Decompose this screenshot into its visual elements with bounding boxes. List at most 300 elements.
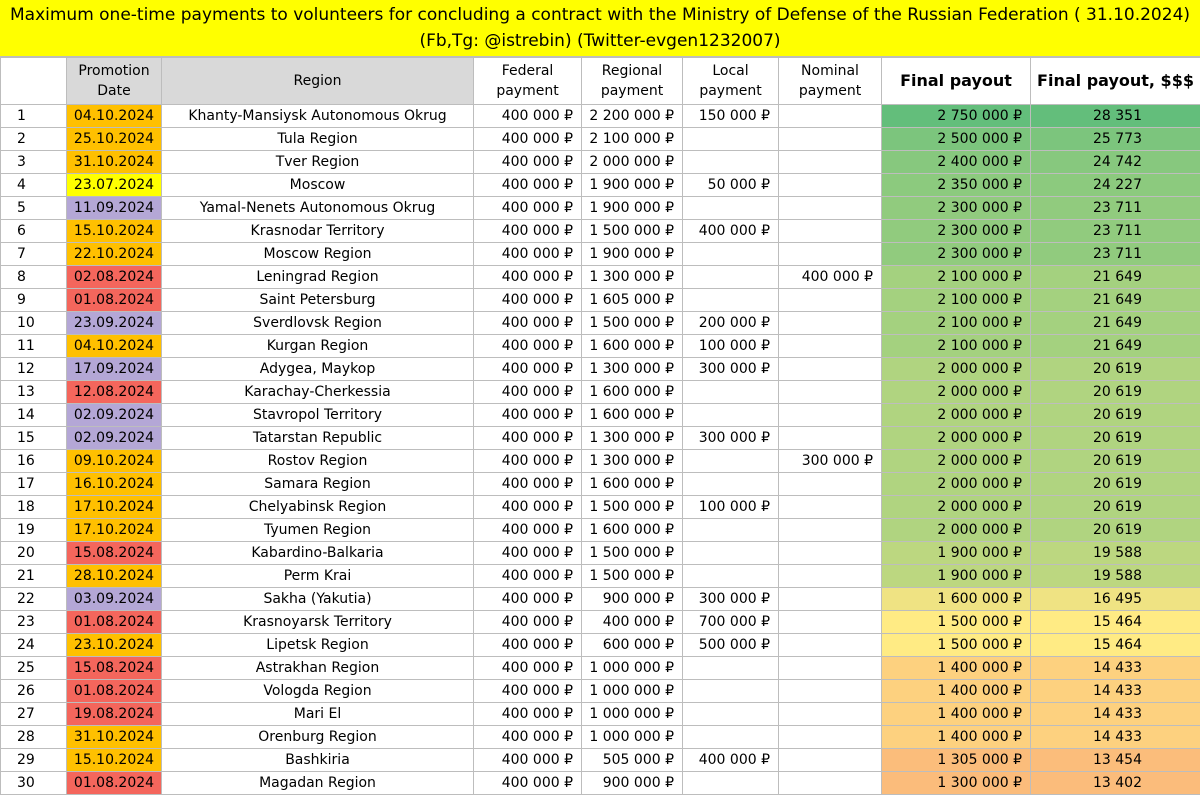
local-payment [683, 128, 779, 151]
local-payment: 100 000 ₽ [683, 496, 779, 519]
region-name: Krasnoyarsk Territory [162, 611, 474, 634]
local-payment [683, 289, 779, 312]
promotion-date: 31.10.2024 [67, 151, 162, 174]
final-payout-usd: 23 711 [1031, 197, 1200, 220]
table-row [1, 565, 1200, 588]
region-name: Karachay-Cherkessia [162, 381, 474, 404]
table-row [1, 128, 1200, 151]
regional-payment: 1 600 000 ₽ [582, 404, 683, 427]
table-row [1, 381, 1200, 404]
final-payout-usd: 21 649 [1031, 289, 1200, 312]
row-number: 22 [1, 588, 67, 611]
row-number: 2 [1, 128, 67, 151]
federal-payment: 400 000 ₽ [474, 312, 582, 335]
regional-payment: 1 300 000 ₽ [582, 450, 683, 473]
promotion-date: 23.07.2024 [67, 174, 162, 197]
final-payout: 1 900 000 ₽ [882, 565, 1031, 588]
header-row [1, 58, 1200, 105]
regional-payment: 1 605 000 ₽ [582, 289, 683, 312]
promotion-date: 04.10.2024 [67, 105, 162, 128]
region-name: Krasnodar Territory [162, 220, 474, 243]
final-payout: 2 000 000 ₽ [882, 473, 1031, 496]
local-payment [683, 726, 779, 749]
final-payout-usd: 25 773 [1031, 128, 1200, 151]
nominal-payment [779, 726, 882, 749]
local-payment: 700 000 ₽ [683, 611, 779, 634]
region-name: Astrakhan Region [162, 657, 474, 680]
local-payment: 300 000 ₽ [683, 427, 779, 450]
promotion-date: 02.09.2024 [67, 427, 162, 450]
header-usd: Final payout, $$$ [1031, 58, 1200, 105]
regional-payment: 1 500 000 ₽ [582, 496, 683, 519]
table-row [1, 703, 1200, 726]
final-payout: 1 305 000 ₽ [882, 749, 1031, 772]
row-number: 9 [1, 289, 67, 312]
federal-payment: 400 000 ₽ [474, 220, 582, 243]
table-row [1, 174, 1200, 197]
region-name: Sakha (Yakutia) [162, 588, 474, 611]
header-final: Final payout [882, 58, 1031, 105]
local-payment [683, 680, 779, 703]
regional-payment: 1 900 000 ₽ [582, 174, 683, 197]
federal-payment: 400 000 ₽ [474, 680, 582, 703]
federal-payment: 400 000 ₽ [474, 243, 582, 266]
nominal-payment: 400 000 ₽ [779, 266, 882, 289]
row-number: 7 [1, 243, 67, 266]
nominal-payment [779, 105, 882, 128]
nominal-payment [779, 611, 882, 634]
promotion-date: 01.08.2024 [67, 611, 162, 634]
federal-payment: 400 000 ₽ [474, 611, 582, 634]
federal-payment: 400 000 ₽ [474, 266, 582, 289]
federal-payment: 400 000 ₽ [474, 289, 582, 312]
regional-payment: 2 100 000 ₽ [582, 128, 683, 151]
row-number: 24 [1, 634, 67, 657]
promotion-date: 17.10.2024 [67, 496, 162, 519]
final-payout-usd: 14 433 [1031, 726, 1200, 749]
local-payment [683, 542, 779, 565]
promotion-date: 09.10.2024 [67, 450, 162, 473]
federal-payment: 400 000 ₽ [474, 427, 582, 450]
header-local: Local payment [683, 58, 779, 105]
federal-payment: 400 000 ₽ [474, 105, 582, 128]
final-payout-usd: 20 619 [1031, 496, 1200, 519]
final-payout-usd: 16 495 [1031, 588, 1200, 611]
final-payout-usd: 28 351 [1031, 105, 1200, 128]
regional-payment: 900 000 ₽ [582, 772, 683, 795]
row-number: 15 [1, 427, 67, 450]
region-name: Perm Krai [162, 565, 474, 588]
federal-payment: 400 000 ₽ [474, 542, 582, 565]
final-payout: 2 300 000 ₽ [882, 220, 1031, 243]
final-payout: 2 000 000 ₽ [882, 404, 1031, 427]
federal-payment: 400 000 ₽ [474, 634, 582, 657]
table-row [1, 749, 1200, 772]
final-payout: 1 400 000 ₽ [882, 726, 1031, 749]
final-payout-usd: 24 742 [1031, 151, 1200, 174]
row-number: 10 [1, 312, 67, 335]
promotion-date: 17.10.2024 [67, 519, 162, 542]
final-payout: 2 300 000 ₽ [882, 197, 1031, 220]
final-payout: 2 100 000 ₽ [882, 266, 1031, 289]
row-number: 1 [1, 105, 67, 128]
region-name: Kabardino-Balkaria [162, 542, 474, 565]
nominal-payment [779, 243, 882, 266]
nominal-payment [779, 404, 882, 427]
federal-payment: 400 000 ₽ [474, 335, 582, 358]
region-name: Khanty-Mansiysk Autonomous Okrug [162, 105, 474, 128]
federal-payment: 400 000 ₽ [474, 381, 582, 404]
regional-payment: 400 000 ₽ [582, 611, 683, 634]
nominal-payment [779, 542, 882, 565]
local-payment [683, 381, 779, 404]
table-row [1, 358, 1200, 381]
local-payment [683, 243, 779, 266]
row-number: 21 [1, 565, 67, 588]
table-row [1, 772, 1200, 795]
regional-payment: 1 300 000 ₽ [582, 358, 683, 381]
federal-payment: 400 000 ₽ [474, 657, 582, 680]
final-payout: 1 400 000 ₽ [882, 680, 1031, 703]
header-regional: Regional payment [582, 58, 683, 105]
region-name: Chelyabinsk Region [162, 496, 474, 519]
regional-payment: 1 000 000 ₽ [582, 680, 683, 703]
table-row [1, 634, 1200, 657]
local-payment [683, 197, 779, 220]
region-name: Sverdlovsk Region [162, 312, 474, 335]
region-name: Kurgan Region [162, 335, 474, 358]
final-payout-usd: 20 619 [1031, 358, 1200, 381]
row-number: 6 [1, 220, 67, 243]
local-payment: 400 000 ₽ [683, 749, 779, 772]
final-payout-usd: 19 588 [1031, 542, 1200, 565]
final-payout: 2 000 000 ₽ [882, 450, 1031, 473]
table-row [1, 151, 1200, 174]
promotion-date: 01.08.2024 [67, 772, 162, 795]
nominal-payment [779, 427, 882, 450]
region-name: Mari El [162, 703, 474, 726]
regional-payment: 2 000 000 ₽ [582, 151, 683, 174]
row-number: 14 [1, 404, 67, 427]
local-payment: 500 000 ₽ [683, 634, 779, 657]
region-name: Lipetsk Region [162, 634, 474, 657]
region-name: Saint Petersburg [162, 289, 474, 312]
regional-payment: 1 500 000 ₽ [582, 542, 683, 565]
promotion-date: 03.09.2024 [67, 588, 162, 611]
row-number: 13 [1, 381, 67, 404]
regional-payment: 1 900 000 ₽ [582, 243, 683, 266]
federal-payment: 400 000 ₽ [474, 128, 582, 151]
final-payout: 2 000 000 ₽ [882, 496, 1031, 519]
row-number: 30 [1, 772, 67, 795]
region-name: Orenburg Region [162, 726, 474, 749]
local-payment [683, 450, 779, 473]
final-payout-usd: 20 619 [1031, 427, 1200, 450]
local-payment: 50 000 ₽ [683, 174, 779, 197]
table-row [1, 657, 1200, 680]
region-name: Vologda Region [162, 680, 474, 703]
row-number: 3 [1, 151, 67, 174]
promotion-date: 15.08.2024 [67, 542, 162, 565]
promotion-date: 15.10.2024 [67, 749, 162, 772]
final-payout-usd: 20 619 [1031, 450, 1200, 473]
promotion-date: 23.10.2024 [67, 634, 162, 657]
region-name: Adygea, Maykop [162, 358, 474, 381]
nominal-payment [779, 358, 882, 381]
federal-payment: 400 000 ₽ [474, 749, 582, 772]
regional-payment: 2 200 000 ₽ [582, 105, 683, 128]
final-payout: 1 400 000 ₽ [882, 703, 1031, 726]
final-payout-usd: 15 464 [1031, 611, 1200, 634]
promotion-date: 25.10.2024 [67, 128, 162, 151]
row-number: 25 [1, 657, 67, 680]
row-number: 17 [1, 473, 67, 496]
table-row [1, 243, 1200, 266]
row-number: 28 [1, 726, 67, 749]
row-number: 23 [1, 611, 67, 634]
final-payout: 2 100 000 ₽ [882, 335, 1031, 358]
final-payout-usd: 24 227 [1031, 174, 1200, 197]
table-row [1, 105, 1200, 128]
table-row [1, 220, 1200, 243]
local-payment: 100 000 ₽ [683, 335, 779, 358]
final-payout-usd: 20 619 [1031, 519, 1200, 542]
row-number: 27 [1, 703, 67, 726]
regional-payment: 1 600 000 ₽ [582, 381, 683, 404]
header-nominal: Nominal payment [779, 58, 882, 105]
federal-payment: 400 000 ₽ [474, 496, 582, 519]
promotion-date: 12.08.2024 [67, 381, 162, 404]
final-payout: 2 400 000 ₽ [882, 151, 1031, 174]
table-row [1, 197, 1200, 220]
region-name: Tatarstan Republic [162, 427, 474, 450]
final-payout-usd: 21 649 [1031, 312, 1200, 335]
nominal-payment [779, 381, 882, 404]
nominal-payment [779, 220, 882, 243]
regional-payment: 1 600 000 ₽ [582, 335, 683, 358]
local-payment [683, 703, 779, 726]
local-payment: 400 000 ₽ [683, 220, 779, 243]
final-payout: 2 750 000 ₽ [882, 105, 1031, 128]
promotion-date: 02.08.2024 [67, 266, 162, 289]
final-payout: 2 000 000 ₽ [882, 427, 1031, 450]
row-number: 12 [1, 358, 67, 381]
local-payment: 300 000 ₽ [683, 588, 779, 611]
local-payment: 300 000 ₽ [683, 358, 779, 381]
final-payout: 1 500 000 ₽ [882, 634, 1031, 657]
final-payout-usd: 23 711 [1031, 243, 1200, 266]
regional-payment: 1 300 000 ₽ [582, 266, 683, 289]
promotion-date: 19.08.2024 [67, 703, 162, 726]
region-name: Stavropol Territory [162, 404, 474, 427]
federal-payment: 400 000 ₽ [474, 450, 582, 473]
final-payout: 1 400 000 ₽ [882, 657, 1031, 680]
promotion-date: 04.10.2024 [67, 335, 162, 358]
final-payout-usd: 15 464 [1031, 634, 1200, 657]
table-row [1, 611, 1200, 634]
header-federal: Federal payment [474, 58, 582, 105]
local-payment: 150 000 ₽ [683, 105, 779, 128]
table-row [1, 289, 1200, 312]
table-row [1, 680, 1200, 703]
promotion-date: 15.10.2024 [67, 220, 162, 243]
regional-payment: 900 000 ₽ [582, 588, 683, 611]
local-payment [683, 151, 779, 174]
table-row [1, 519, 1200, 542]
local-payment [683, 266, 779, 289]
nominal-payment [779, 473, 882, 496]
title-line-1: Maximum one-time payments to volunteers for concluding a contract with the Ministry of Defense of the Russian Federation ( 31.10.2024) [9, 5, 1191, 25]
final-payout-usd: 13 402 [1031, 772, 1200, 795]
region-name: Yamal-Nenets Autonomous Okrug [162, 197, 474, 220]
regional-payment: 1 300 000 ₽ [582, 427, 683, 450]
final-payout: 2 100 000 ₽ [882, 312, 1031, 335]
federal-payment: 400 000 ₽ [474, 358, 582, 381]
federal-payment: 400 000 ₽ [474, 519, 582, 542]
nominal-payment [779, 703, 882, 726]
final-payout-usd: 21 649 [1031, 335, 1200, 358]
region-name: Samara Region [162, 473, 474, 496]
table-row [1, 335, 1200, 358]
federal-payment: 400 000 ₽ [474, 726, 582, 749]
local-payment [683, 404, 779, 427]
regional-payment: 600 000 ₽ [582, 634, 683, 657]
row-number: 18 [1, 496, 67, 519]
nominal-payment [779, 197, 882, 220]
federal-payment: 400 000 ₽ [474, 473, 582, 496]
row-number: 11 [1, 335, 67, 358]
final-payout: 1 900 000 ₽ [882, 542, 1031, 565]
region-name: Tyumen Region [162, 519, 474, 542]
final-payout: 2 350 000 ₽ [882, 174, 1031, 197]
federal-payment: 400 000 ₽ [474, 703, 582, 726]
local-payment [683, 565, 779, 588]
final-payout-usd: 13 454 [1031, 749, 1200, 772]
local-payment [683, 772, 779, 795]
table-row [1, 726, 1200, 749]
promotion-date: 28.10.2024 [67, 565, 162, 588]
nominal-payment [779, 772, 882, 795]
nominal-payment [779, 749, 882, 772]
region-name: Moscow Region [162, 243, 474, 266]
final-payout: 1 600 000 ₽ [882, 588, 1031, 611]
regional-payment: 1 600 000 ₽ [582, 519, 683, 542]
table-row [1, 404, 1200, 427]
promotion-date: 31.10.2024 [67, 726, 162, 749]
nominal-payment [779, 657, 882, 680]
final-payout: 2 300 000 ₽ [882, 243, 1031, 266]
promotion-date: 01.08.2024 [67, 680, 162, 703]
nominal-payment [779, 496, 882, 519]
region-name: Tula Region [162, 128, 474, 151]
nominal-payment [779, 519, 882, 542]
nominal-payment [779, 634, 882, 657]
nominal-payment: 300 000 ₽ [779, 450, 882, 473]
federal-payment: 400 000 ₽ [474, 174, 582, 197]
regional-payment: 1 500 000 ₽ [582, 220, 683, 243]
row-number: 8 [1, 266, 67, 289]
nominal-payment [779, 151, 882, 174]
region-name: Rostov Region [162, 450, 474, 473]
regional-payment: 1 600 000 ₽ [582, 473, 683, 496]
final-payout: 2 100 000 ₽ [882, 289, 1031, 312]
local-payment [683, 519, 779, 542]
federal-payment: 400 000 ₽ [474, 404, 582, 427]
promotion-date: 16.10.2024 [67, 473, 162, 496]
final-payout-usd: 19 588 [1031, 565, 1200, 588]
row-number: 16 [1, 450, 67, 473]
table-row [1, 450, 1200, 473]
final-payout-usd: 23 711 [1031, 220, 1200, 243]
regional-payment: 1 900 000 ₽ [582, 197, 683, 220]
final-payout-usd: 14 433 [1031, 680, 1200, 703]
promotion-date: 02.09.2024 [67, 404, 162, 427]
row-number: 4 [1, 174, 67, 197]
final-payout-usd: 20 619 [1031, 404, 1200, 427]
table-row [1, 496, 1200, 519]
regional-payment: 1 000 000 ₽ [582, 703, 683, 726]
promotion-date: 11.09.2024 [67, 197, 162, 220]
table-title [0, 0, 1200, 57]
final-payout-usd: 14 433 [1031, 703, 1200, 726]
regional-payment: 1 000 000 ₽ [582, 726, 683, 749]
final-payout: 1 500 000 ₽ [882, 611, 1031, 634]
final-payout: 1 300 000 ₽ [882, 772, 1031, 795]
final-payout-usd: 20 619 [1031, 381, 1200, 404]
promotion-date: 17.09.2024 [67, 358, 162, 381]
nominal-payment [779, 289, 882, 312]
local-payment [683, 473, 779, 496]
row-number: 19 [1, 519, 67, 542]
federal-payment: 400 000 ₽ [474, 151, 582, 174]
region-name: Bashkiria [162, 749, 474, 772]
regional-payment: 505 000 ₽ [582, 749, 683, 772]
final-payout-usd: 14 433 [1031, 657, 1200, 680]
promotion-date: 23.09.2024 [67, 312, 162, 335]
region-name: Leningrad Region [162, 266, 474, 289]
nominal-payment [779, 565, 882, 588]
nominal-payment [779, 128, 882, 151]
final-payout: 2 500 000 ₽ [882, 128, 1031, 151]
local-payment: 200 000 ₽ [683, 312, 779, 335]
row-number: 26 [1, 680, 67, 703]
row-number: 5 [1, 197, 67, 220]
nominal-payment [779, 312, 882, 335]
regional-payment: 1 500 000 ₽ [582, 312, 683, 335]
promotion-date: 15.08.2024 [67, 657, 162, 680]
payments-table [0, 57, 1200, 795]
header-region: Region [162, 58, 474, 105]
nominal-payment [779, 680, 882, 703]
final-payout-usd: 20 619 [1031, 473, 1200, 496]
region-name: Moscow [162, 174, 474, 197]
final-payout: 2 000 000 ₽ [882, 358, 1031, 381]
federal-payment: 400 000 ₽ [474, 588, 582, 611]
nominal-payment [779, 588, 882, 611]
header-date: Promotion Date [67, 58, 162, 105]
federal-payment: 400 000 ₽ [474, 772, 582, 795]
row-number: 20 [1, 542, 67, 565]
title-line-2: (Fb,Tg: @istrebin) (Twitter-evgen1232007) [419, 31, 781, 51]
promotion-date: 01.08.2024 [67, 289, 162, 312]
final-payout: 2 000 000 ₽ [882, 381, 1031, 404]
header-num [1, 58, 67, 105]
table-row [1, 266, 1200, 289]
final-payout-usd: 21 649 [1031, 266, 1200, 289]
table-row [1, 588, 1200, 611]
promotion-date: 22.10.2024 [67, 243, 162, 266]
nominal-payment [779, 174, 882, 197]
